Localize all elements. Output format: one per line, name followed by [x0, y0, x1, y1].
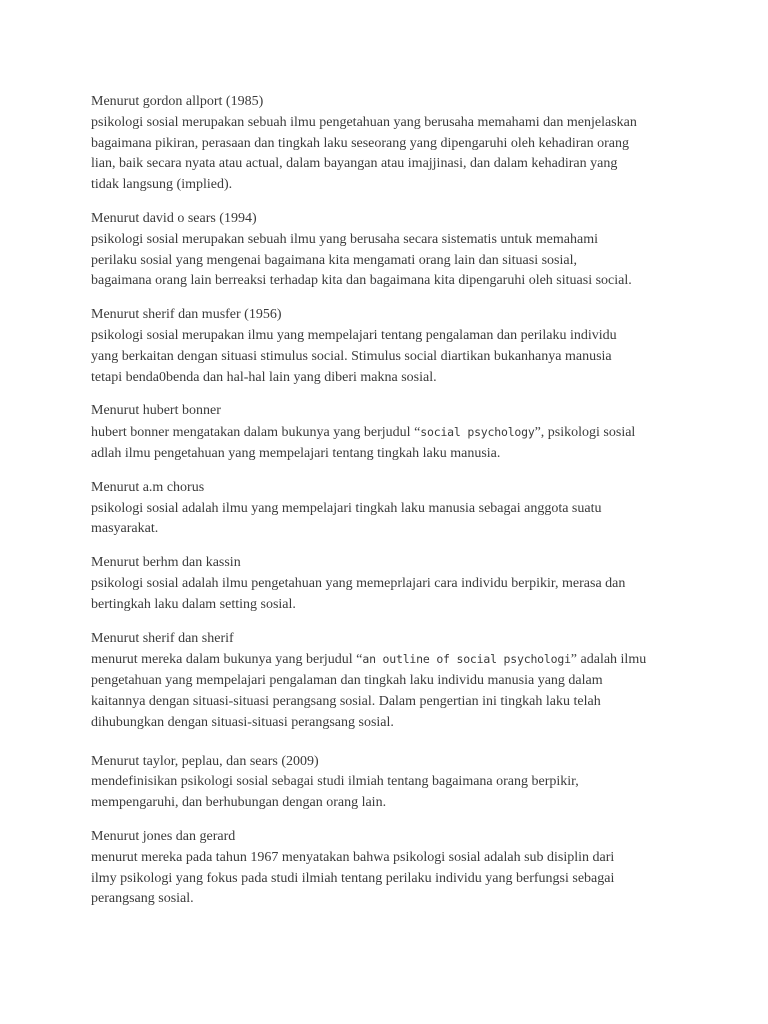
entry-gordon-allport — [91, 92, 691, 196]
entry-text-line: perangsang sosial. — [91, 891, 194, 907]
entry-text-line: menurut mereka pada tahun 1967 menyatakan bahwa psikologi sosial adalah sub disiplin dari — [91, 849, 615, 865]
entry-heading: Menurut berhm dan kassin — [91, 555, 241, 571]
entry-heading: Menurut jones dan gerard — [91, 828, 236, 844]
entry-text-line: ilmy psikologi yang fokus pada studi ilmiah tentang perilaku individu yang berfungsi sebagai — [91, 870, 615, 886]
entry-text-line: masyarakat. — [91, 521, 159, 537]
entry-am-chorus — [91, 478, 691, 540]
entry-text-line: psikologi sosial adalah ilmu yang mempelajari tingkah laku manusia sebagai anggota suatu — [91, 500, 602, 516]
entry-text-line: mendefinisikan psikologi sosial sebagai studi ilmiah tentang bagaimana orang berpikir, — [91, 774, 579, 790]
entry-text-line — [91, 422, 691, 444]
entry-berhm-kassin — [91, 553, 691, 615]
entry-text-line: pengetahuan yang mempelajari pengalaman dan tingkah laku individu manusia yang dalam — [91, 673, 603, 689]
document-page — [91, 92, 691, 923]
entry-heading: Menurut hubert bonner — [91, 403, 221, 419]
entry-heading: Menurut gordon allport (1985) — [91, 94, 264, 109]
entry-text-line — [91, 649, 691, 671]
entry-heading: Menurut taylor, peplau, dan sears (2009) — [91, 753, 319, 769]
entry-text-line: perilaku sosial yang mengenai bagaimana kita mengamati orang lain dan situasi sosial, — [91, 252, 577, 268]
entry-text-line: adlah ilmu pengetahuan yang mempelajari tentang tingkah laku manusia. — [91, 445, 501, 461]
entry-text-line: psikologi sosial merupakan ilmu yang mempelajari tentang pengalaman dan perilaku individu — [91, 327, 617, 343]
entry-text-line: psikologi sosial merupakan sebuah ilmu pengetahuan yang berusaha memahami dan menjelaskan — [91, 114, 637, 130]
book-title: social psychology — [420, 425, 535, 440]
entry-heading: Menurut sherif dan musfer (1956) — [91, 307, 282, 323]
text-segment: ”, psikologi sosial — [534, 425, 636, 441]
entry-heading: Menurut a.m chorus — [91, 479, 205, 495]
entry-text-line: yang berkaitan dengan situasi stimulus social. Stimulus social diartikan bukanhanya manusia — [91, 348, 612, 364]
entry-text-line: tetapi benda0benda dan hal-hal lain yang diberi makna sosial. — [91, 369, 437, 385]
entry-heading: Menurut sherif dan sherif — [91, 630, 234, 646]
text-segment: menurut mereka dalam bukunya yang berjudul “ — [91, 652, 363, 668]
entry-david-sears — [91, 209, 691, 292]
entry-text-line: bagaimana pikiran, perasaan dan tingkah laku seseorang yang dipengaruhi oleh kehadiran orang — [91, 135, 630, 151]
entry-text-line: lian, baik secara nyata atau actual, dalam bayangan atau imajjinasi, dan dalam kehadiran yang — [91, 156, 618, 172]
entry-text-line: dihubungkan dengan situasi-situasi perangsang sosial. — [91, 714, 394, 730]
text-segment: ” adalah ilmu — [570, 652, 647, 668]
entry-sherif-sherif — [91, 629, 691, 734]
entry-text-line: tidak langsung (implied). — [91, 177, 233, 193]
entry-text-line: psikologi sosial adalah ilmu pengetahuan yang memeprlajari cara individu berpikir, merasa dan — [91, 575, 626, 591]
book-title: an outline of social psychologi — [362, 652, 571, 667]
entry-sherif-musfer — [91, 305, 691, 388]
entry-text-line: bertingkah laku dalam setting sosial. — [91, 596, 296, 612]
entry-text-line: psikologi sosial merupakan sebuah ilmu yang berusaha secara sistematis untuk memahami — [91, 231, 598, 247]
entry-text-line: kaitannya dengan situasi-situasi perangsang sosial. Dalam pengertian ini tingkah laku telah — [91, 693, 601, 709]
entry-hubert-bonner — [91, 401, 691, 464]
entry-heading: Menurut david o sears (1994) — [91, 210, 257, 226]
entry-text-line: bagaimana orang lain berreaksi terhadap kita dan bagaimana kita dipengaruhi oleh situasi social. — [91, 273, 632, 289]
entry-text-line: mempengaruhi, dan berhubungan dengan orang lain. — [91, 795, 387, 811]
entry-jones-gerard — [91, 827, 691, 910]
entry-taylor-peplau-sears — [91, 752, 691, 814]
text-segment: hubert bonner mengatakan dalam bukunya yang berjudul “ — [91, 425, 421, 441]
